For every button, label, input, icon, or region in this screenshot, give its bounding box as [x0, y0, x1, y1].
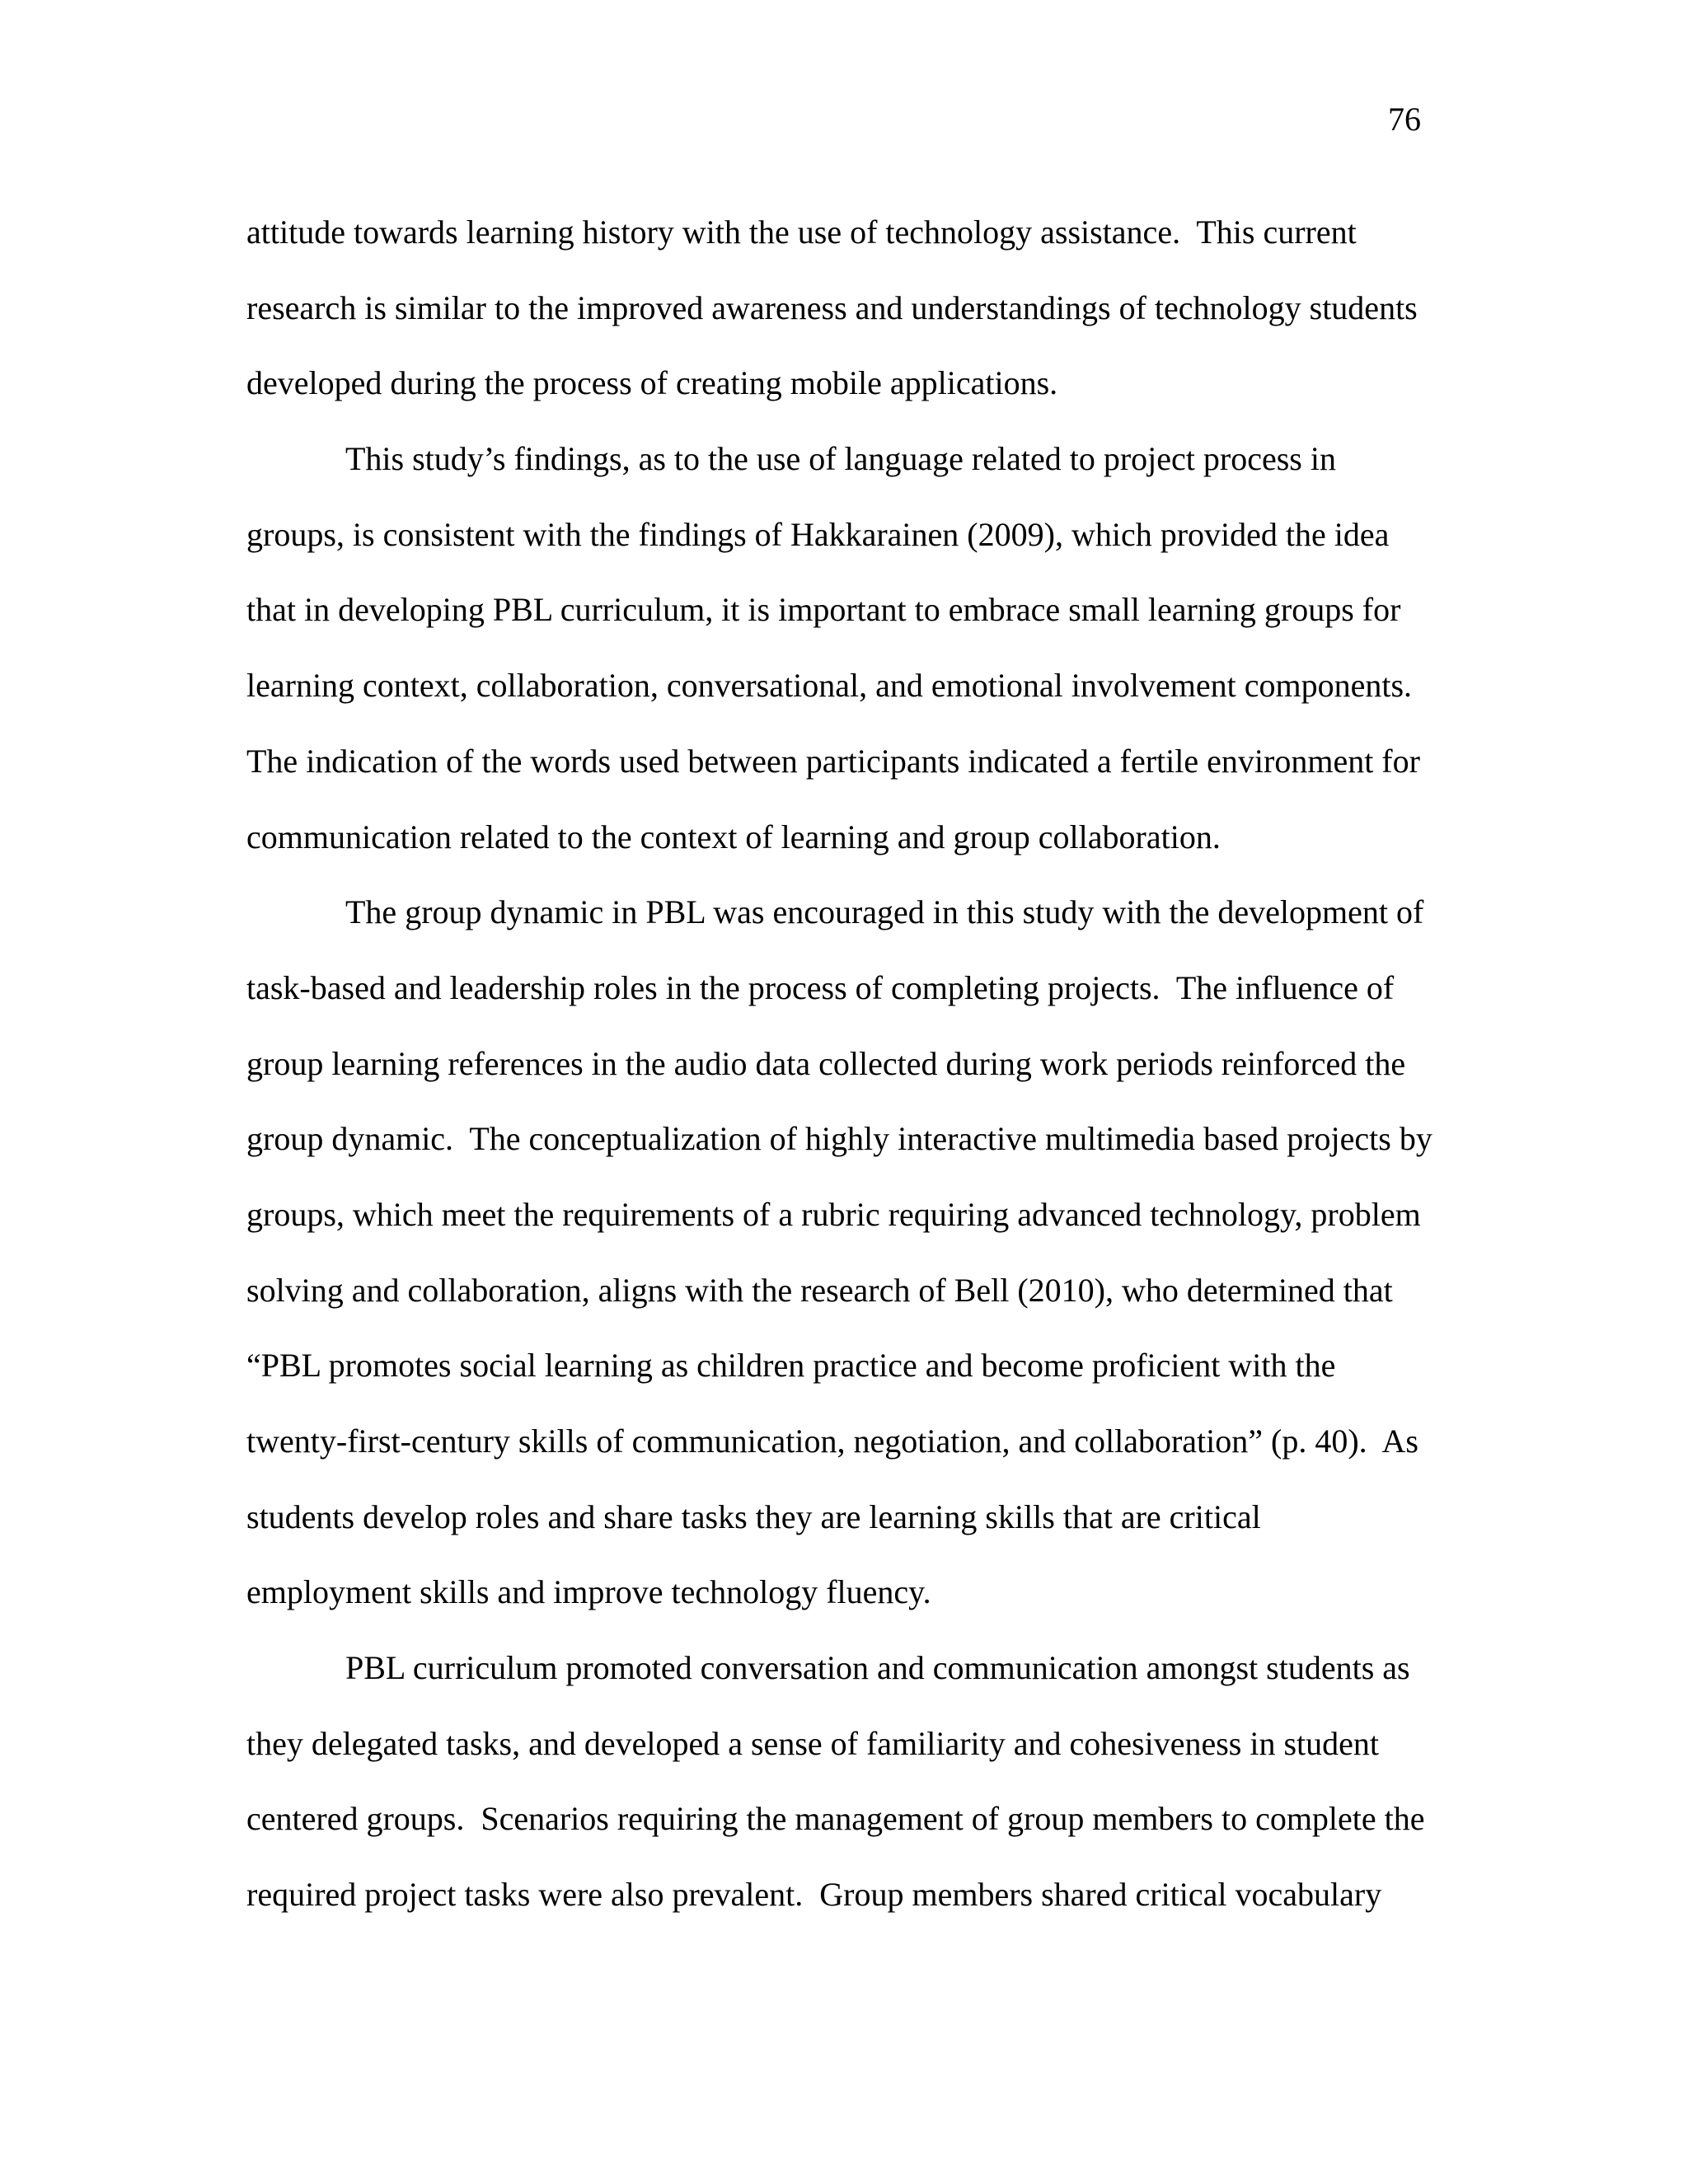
text-line: learning context, collaboration, conversational, and emotional involvement components.	[246, 667, 1413, 705]
text-line: students develop roles and share tasks they are learning skills that are critical	[246, 1497, 1261, 1535]
text-line: twenty-first-century skills of communication, negotiation, and collaboration” (p. 40). As	[246, 1422, 1418, 1460]
text-line: The indication of the words used between participants indicated a fertile environment for	[246, 742, 1420, 780]
text-line: task-based and leadership roles in the process of completing projects. The influence of	[246, 968, 1395, 1006]
text-line: groups, is consistent with the findings of Hakkarainen (2009), which provided the idea	[246, 515, 1390, 553]
paragraph-first-line: This study’s findings, as to the use of language related to project process in	[345, 440, 1336, 478]
text-line: employment skills and improve technology fluency.	[246, 1573, 931, 1611]
text-line: group dynamic. The conceptualization of highly interactive multimedia based projects by	[246, 1120, 1432, 1158]
text-line: group learning references in the audio data collected during work periods reinforced the	[246, 1044, 1406, 1082]
text-line: groups, which meet the requirements of a rubric requiring advanced technology, problem	[246, 1195, 1421, 1233]
text-line: solving and collaboration, aligns with the research of Bell (2010), who determined that	[246, 1271, 1393, 1309]
text-line: centered groups. Scenarios requiring the management of group members to complete the	[246, 1800, 1425, 1838]
text-line: research is similar to the improved awareness and understandings of technology students	[246, 288, 1418, 326]
text-line: required project tasks were also prevalent. Group members shared critical vocabulary	[246, 1876, 1382, 1914]
text-line: they delegated tasks, and developed a sense of familiarity and cohesiveness in student	[246, 1724, 1380, 1762]
text-line: communication related to the context of learning and group collaboration.	[246, 818, 1221, 855]
paragraph-first-line: The group dynamic in PBL was encouraged in this study with the development of	[345, 893, 1424, 931]
body-text	[246, 194, 1442, 1933]
page-number: 76	[1388, 101, 1421, 138]
paragraph-first-line: PBL curriculum promoted conversation and communication amongst students as	[345, 1649, 1410, 1687]
text-line: that in developing PBL curriculum, it is important to embrace small learning groups for	[246, 591, 1401, 629]
text-line: developed during the process of creating mobile applications.	[246, 364, 1058, 402]
text-line: attitude towards learning history with the use of technology assistance. This current	[246, 213, 1357, 251]
text-line: “PBL promotes social learning as children practice and become proficient with the	[246, 1347, 1336, 1385]
